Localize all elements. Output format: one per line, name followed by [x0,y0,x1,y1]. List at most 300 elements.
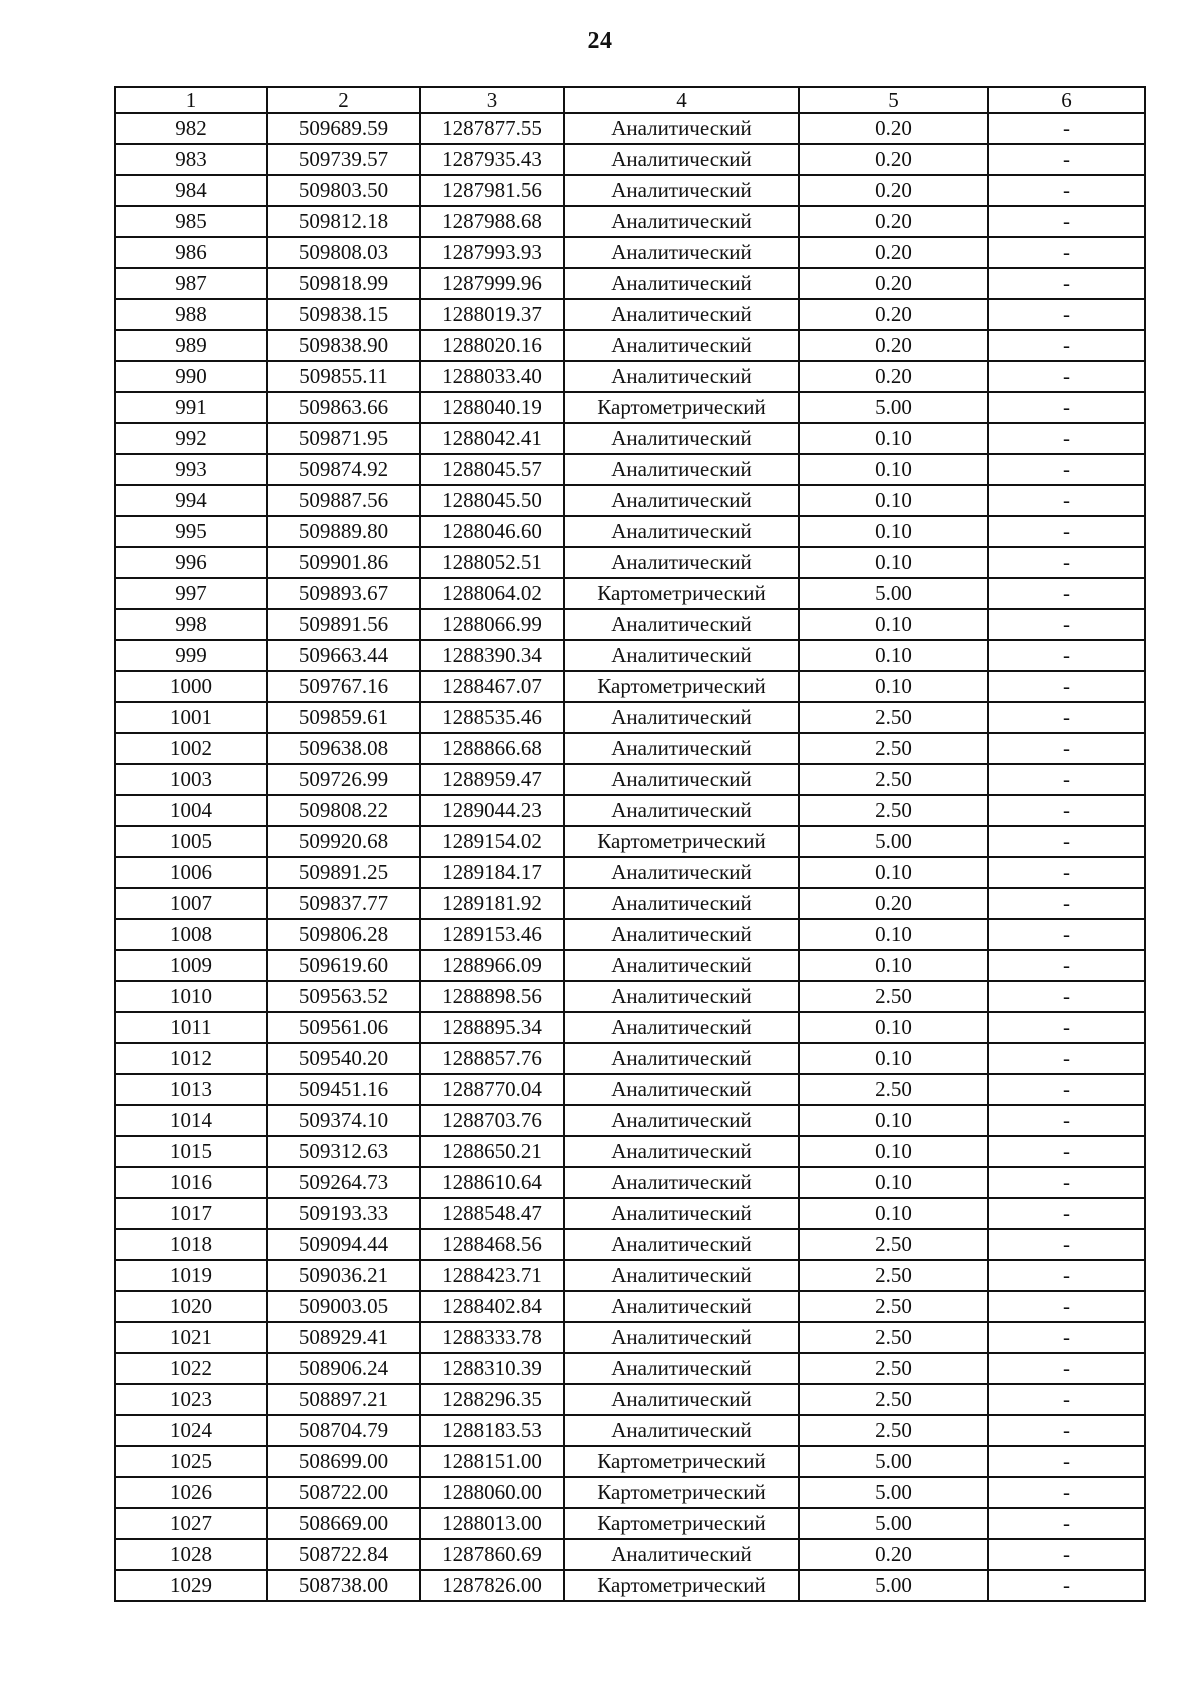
method-cell: Аналитический [564,113,799,144]
table-row [115,950,1145,981]
table-row [115,888,1145,919]
accuracy-cell: 0.10 [799,423,988,454]
x-coordinate-cell: 509855.11 [267,361,420,392]
table-row [115,671,1145,702]
table-row [115,981,1145,1012]
method-cell: Картометрический [564,826,799,857]
note-cell: - [988,1291,1145,1322]
point-number-cell: 997 [115,578,267,609]
y-coordinate-cell: 1287935.43 [420,144,564,175]
x-coordinate-cell: 509540.20 [267,1043,420,1074]
accuracy-cell: 5.00 [799,1446,988,1477]
y-coordinate-cell: 1287988.68 [420,206,564,237]
note-cell: - [988,1043,1145,1074]
note-cell: - [988,1136,1145,1167]
x-coordinate-cell: 508669.00 [267,1508,420,1539]
y-coordinate-cell: 1288066.99 [420,609,564,640]
note-cell: - [988,516,1145,547]
accuracy-cell: 0.10 [799,640,988,671]
x-coordinate-cell: 508929.41 [267,1322,420,1353]
method-cell: Аналитический [564,1012,799,1043]
table-row [115,702,1145,733]
note-cell: - [988,857,1145,888]
table-row [115,237,1145,268]
accuracy-cell: 2.50 [799,733,988,764]
x-coordinate-cell: 509806.28 [267,919,420,950]
table-row [115,330,1145,361]
x-coordinate-cell: 509859.61 [267,702,420,733]
note-cell: - [988,1167,1145,1198]
accuracy-cell: 5.00 [799,1508,988,1539]
accuracy-cell: 2.50 [799,795,988,826]
accuracy-cell: 0.20 [799,1539,988,1570]
accuracy-cell: 2.50 [799,1322,988,1353]
note-cell: - [988,330,1145,361]
y-coordinate-cell: 1288966.09 [420,950,564,981]
accuracy-cell: 2.50 [799,1074,988,1105]
accuracy-cell: 2.50 [799,1229,988,1260]
table-header [115,87,1145,113]
point-number-cell: 1009 [115,950,267,981]
x-coordinate-cell: 509003.05 [267,1291,420,1322]
table-row [115,578,1145,609]
accuracy-cell: 0.10 [799,1105,988,1136]
point-number-cell: 1024 [115,1415,267,1446]
method-cell: Аналитический [564,795,799,826]
y-coordinate-cell: 1289044.23 [420,795,564,826]
method-cell: Аналитический [564,640,799,671]
table-row [115,1415,1145,1446]
note-cell: - [988,175,1145,206]
accuracy-cell: 2.50 [799,1384,988,1415]
method-cell: Аналитический [564,299,799,330]
accuracy-cell: 0.20 [799,237,988,268]
point-number-cell: 1007 [115,888,267,919]
table-row [115,640,1145,671]
x-coordinate-cell: 509887.56 [267,485,420,516]
accuracy-cell: 0.20 [799,175,988,206]
y-coordinate-cell: 1288650.21 [420,1136,564,1167]
x-coordinate-cell: 509863.66 [267,392,420,423]
x-coordinate-cell: 509838.15 [267,299,420,330]
accuracy-cell: 2.50 [799,702,988,733]
note-cell: - [988,919,1145,950]
note-cell: - [988,547,1145,578]
point-number-cell: 1002 [115,733,267,764]
accuracy-cell: 2.50 [799,1415,988,1446]
table-row [115,733,1145,764]
accuracy-cell: 0.20 [799,113,988,144]
method-cell: Аналитический [564,733,799,764]
page-number: 24 [587,28,613,54]
x-coordinate-cell: 509871.95 [267,423,420,454]
x-coordinate-cell: 509726.99 [267,764,420,795]
x-coordinate-cell: 509808.22 [267,795,420,826]
method-cell: Картометрический [564,1570,799,1601]
y-coordinate-cell: 1288390.34 [420,640,564,671]
table-row [115,206,1145,237]
y-coordinate-cell: 1288310.39 [420,1353,564,1384]
note-cell: - [988,1477,1145,1508]
table-row [115,795,1145,826]
y-coordinate-cell: 1288019.37 [420,299,564,330]
method-cell: Аналитический [564,919,799,950]
note-cell: - [988,950,1145,981]
method-cell: Аналитический [564,1384,799,1415]
point-number-cell: 1004 [115,795,267,826]
method-cell: Аналитический [564,454,799,485]
x-coordinate-cell: 508897.21 [267,1384,420,1415]
note-cell: - [988,981,1145,1012]
x-coordinate-cell: 509891.56 [267,609,420,640]
table-row [115,1570,1145,1601]
note-cell: - [988,609,1145,640]
y-coordinate-cell: 1288020.16 [420,330,564,361]
method-cell: Аналитический [564,206,799,237]
point-number-cell: 1026 [115,1477,267,1508]
method-cell: Аналитический [564,330,799,361]
accuracy-cell: 0.10 [799,950,988,981]
point-number-cell: 1010 [115,981,267,1012]
method-cell: Аналитический [564,1353,799,1384]
table-row [115,361,1145,392]
method-cell: Аналитический [564,423,799,454]
accuracy-cell: 2.50 [799,764,988,795]
accuracy-cell: 0.10 [799,1198,988,1229]
accuracy-cell: 0.10 [799,516,988,547]
y-coordinate-cell: 1288535.46 [420,702,564,733]
method-cell: Аналитический [564,702,799,733]
y-coordinate-cell: 1289181.92 [420,888,564,919]
method-cell: Аналитический [564,1167,799,1198]
point-number-cell: 1005 [115,826,267,857]
x-coordinate-cell: 509036.21 [267,1260,420,1291]
y-coordinate-cell: 1288064.02 [420,578,564,609]
x-coordinate-cell: 509663.44 [267,640,420,671]
y-coordinate-cell: 1288045.57 [420,454,564,485]
table-row [115,1446,1145,1477]
note-cell: - [988,1322,1145,1353]
table-row [115,919,1145,950]
column-header-1: 1 [115,87,267,113]
point-number-cell: 990 [115,361,267,392]
point-number-cell: 989 [115,330,267,361]
x-coordinate-cell: 509264.73 [267,1167,420,1198]
method-cell: Аналитический [564,1105,799,1136]
column-header-5: 5 [799,87,988,113]
table-row [115,609,1145,640]
note-cell: - [988,1074,1145,1105]
point-number-cell: 1006 [115,857,267,888]
note-cell: - [988,423,1145,454]
y-coordinate-cell: 1289153.46 [420,919,564,950]
x-coordinate-cell: 509808.03 [267,237,420,268]
method-cell: Аналитический [564,175,799,206]
table-row [115,1508,1145,1539]
note-cell: - [988,144,1145,175]
method-cell: Аналитический [564,1229,799,1260]
method-cell: Аналитический [564,361,799,392]
method-cell: Аналитический [564,1074,799,1105]
method-cell: Картометрический [564,392,799,423]
y-coordinate-cell: 1288040.19 [420,392,564,423]
method-cell: Аналитический [564,1043,799,1074]
method-cell: Аналитический [564,1260,799,1291]
table-row [115,299,1145,330]
point-number-cell: 1022 [115,1353,267,1384]
accuracy-cell: 5.00 [799,578,988,609]
point-number-cell: 1023 [115,1384,267,1415]
table-row [115,113,1145,144]
table-row [115,1229,1145,1260]
x-coordinate-cell: 509767.16 [267,671,420,702]
accuracy-cell: 0.10 [799,857,988,888]
column-header-2: 2 [267,87,420,113]
y-coordinate-cell: 1287860.69 [420,1539,564,1570]
method-cell: Аналитический [564,950,799,981]
table-row [115,175,1145,206]
note-cell: - [988,1446,1145,1477]
method-cell: Аналитический [564,888,799,919]
method-cell: Аналитический [564,144,799,175]
table-row [115,423,1145,454]
point-number-cell: 984 [115,175,267,206]
y-coordinate-cell: 1288045.50 [420,485,564,516]
note-cell: - [988,1508,1145,1539]
table-row [115,1384,1145,1415]
point-number-cell: 1025 [115,1446,267,1477]
note-cell: - [988,1539,1145,1570]
point-number-cell: 1021 [115,1322,267,1353]
table-row [115,454,1145,485]
method-cell: Аналитический [564,609,799,640]
note-cell: - [988,1260,1145,1291]
method-cell: Аналитический [564,857,799,888]
note-cell: - [988,1198,1145,1229]
note-cell: - [988,764,1145,795]
accuracy-cell: 2.50 [799,1353,988,1384]
method-cell: Аналитический [564,237,799,268]
accuracy-cell: 0.20 [799,299,988,330]
table-row [115,826,1145,857]
table-row [115,764,1145,795]
point-number-cell: 1029 [115,1570,267,1601]
x-coordinate-cell: 509838.90 [267,330,420,361]
method-cell: Аналитический [564,268,799,299]
point-number-cell: 992 [115,423,267,454]
point-number-cell: 1028 [115,1539,267,1570]
x-coordinate-cell: 508722.00 [267,1477,420,1508]
point-number-cell: 999 [115,640,267,671]
point-number-cell: 1014 [115,1105,267,1136]
accuracy-cell: 2.50 [799,1260,988,1291]
point-number-cell: 1000 [115,671,267,702]
accuracy-cell: 0.10 [799,1012,988,1043]
point-number-cell: 1008 [115,919,267,950]
note-cell: - [988,795,1145,826]
point-number-cell: 1018 [115,1229,267,1260]
accuracy-cell: 0.10 [799,485,988,516]
point-number-cell: 994 [115,485,267,516]
y-coordinate-cell: 1287826.00 [420,1570,564,1601]
table-row [115,1260,1145,1291]
method-cell: Аналитический [564,764,799,795]
y-coordinate-cell: 1288703.76 [420,1105,564,1136]
accuracy-cell: 5.00 [799,826,988,857]
note-cell: - [988,733,1145,764]
accuracy-cell: 0.10 [799,919,988,950]
method-cell: Аналитический [564,547,799,578]
y-coordinate-cell: 1288296.35 [420,1384,564,1415]
method-cell: Картометрический [564,1508,799,1539]
table-row [115,1198,1145,1229]
point-number-cell: 1013 [115,1074,267,1105]
x-coordinate-cell: 508738.00 [267,1570,420,1601]
x-coordinate-cell: 509619.60 [267,950,420,981]
accuracy-cell: 0.10 [799,671,988,702]
point-number-cell: 998 [115,609,267,640]
y-coordinate-cell: 1288959.47 [420,764,564,795]
column-header-6: 6 [988,87,1145,113]
note-cell: - [988,454,1145,485]
note-cell: - [988,1384,1145,1415]
note-cell: - [988,237,1145,268]
header-row [115,87,1145,113]
point-number-cell: 993 [115,454,267,485]
y-coordinate-cell: 1288042.41 [420,423,564,454]
x-coordinate-cell: 509837.77 [267,888,420,919]
y-coordinate-cell: 1289154.02 [420,826,564,857]
note-cell: - [988,392,1145,423]
y-coordinate-cell: 1288151.00 [420,1446,564,1477]
table-row [115,144,1145,175]
column-header-4: 4 [564,87,799,113]
x-coordinate-cell: 509920.68 [267,826,420,857]
table-row [115,1291,1145,1322]
x-coordinate-cell: 509563.52 [267,981,420,1012]
method-cell: Аналитический [564,1136,799,1167]
x-coordinate-cell: 509818.99 [267,268,420,299]
note-cell: - [988,1229,1145,1260]
y-coordinate-cell: 1287999.96 [420,268,564,299]
table-row [115,1353,1145,1384]
note-cell: - [988,1570,1145,1601]
x-coordinate-cell: 509891.25 [267,857,420,888]
y-coordinate-cell: 1288402.84 [420,1291,564,1322]
note-cell: - [988,1012,1145,1043]
table-row [115,485,1145,516]
accuracy-cell: 0.10 [799,1167,988,1198]
y-coordinate-cell: 1288052.51 [420,547,564,578]
point-number-cell: 987 [115,268,267,299]
x-coordinate-cell: 509901.86 [267,547,420,578]
point-number-cell: 986 [115,237,267,268]
x-coordinate-cell: 509803.50 [267,175,420,206]
point-number-cell: 991 [115,392,267,423]
accuracy-cell: 5.00 [799,1570,988,1601]
note-cell: - [988,702,1145,733]
accuracy-cell: 0.20 [799,206,988,237]
point-number-cell: 1011 [115,1012,267,1043]
accuracy-cell: 0.20 [799,330,988,361]
accuracy-cell: 0.20 [799,361,988,392]
table-body [115,113,1145,1601]
y-coordinate-cell: 1288866.68 [420,733,564,764]
point-number-cell: 1001 [115,702,267,733]
y-coordinate-cell: 1288898.56 [420,981,564,1012]
table-row [115,1539,1145,1570]
method-cell: Аналитический [564,1198,799,1229]
accuracy-cell: 2.50 [799,1291,988,1322]
y-coordinate-cell: 1288333.78 [420,1322,564,1353]
y-coordinate-cell: 1289184.17 [420,857,564,888]
method-cell: Картометрический [564,1446,799,1477]
note-cell: - [988,361,1145,392]
note-cell: - [988,268,1145,299]
y-coordinate-cell: 1287981.56 [420,175,564,206]
y-coordinate-cell: 1288423.71 [420,1260,564,1291]
x-coordinate-cell: 509374.10 [267,1105,420,1136]
y-coordinate-cell: 1288060.00 [420,1477,564,1508]
table-row [115,1477,1145,1508]
accuracy-cell: 5.00 [799,392,988,423]
y-coordinate-cell: 1288033.40 [420,361,564,392]
y-coordinate-cell: 1287993.93 [420,237,564,268]
x-coordinate-cell: 509094.44 [267,1229,420,1260]
point-number-cell: 1012 [115,1043,267,1074]
table-row [115,1105,1145,1136]
note-cell: - [988,299,1145,330]
coordinates-table [114,86,1146,1602]
accuracy-cell: 5.00 [799,1477,988,1508]
method-cell: Аналитический [564,1291,799,1322]
y-coordinate-cell: 1288857.76 [420,1043,564,1074]
method-cell: Аналитический [564,516,799,547]
point-number-cell: 996 [115,547,267,578]
point-number-cell: 1020 [115,1291,267,1322]
accuracy-cell: 0.20 [799,144,988,175]
x-coordinate-cell: 509451.16 [267,1074,420,1105]
y-coordinate-cell: 1288770.04 [420,1074,564,1105]
note-cell: - [988,1105,1145,1136]
note-cell: - [988,578,1145,609]
x-coordinate-cell: 509638.08 [267,733,420,764]
point-number-cell: 985 [115,206,267,237]
x-coordinate-cell: 509312.63 [267,1136,420,1167]
point-number-cell: 1016 [115,1167,267,1198]
point-number-cell: 1019 [115,1260,267,1291]
y-coordinate-cell: 1288895.34 [420,1012,564,1043]
accuracy-cell: 0.10 [799,454,988,485]
accuracy-cell: 2.50 [799,981,988,1012]
y-coordinate-cell: 1288183.53 [420,1415,564,1446]
point-number-cell: 1003 [115,764,267,795]
note-cell: - [988,1353,1145,1384]
y-coordinate-cell: 1287877.55 [420,113,564,144]
method-cell: Аналитический [564,1322,799,1353]
x-coordinate-cell: 508699.00 [267,1446,420,1477]
y-coordinate-cell: 1288013.00 [420,1508,564,1539]
table-row [115,1074,1145,1105]
method-cell: Аналитический [564,981,799,1012]
x-coordinate-cell: 508704.79 [267,1415,420,1446]
point-number-cell: 1015 [115,1136,267,1167]
method-cell: Аналитический [564,485,799,516]
x-coordinate-cell: 509689.59 [267,113,420,144]
table-row [115,857,1145,888]
y-coordinate-cell: 1288468.56 [420,1229,564,1260]
accuracy-cell: 0.10 [799,609,988,640]
